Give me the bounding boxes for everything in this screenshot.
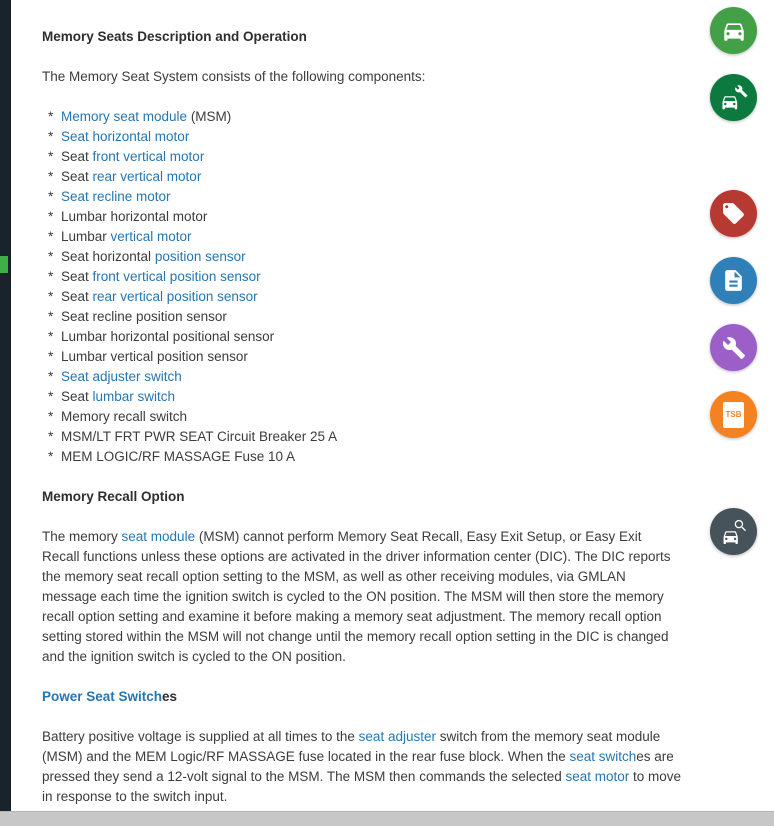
memory-recall-paragraph xyxy=(42,527,682,667)
text-run: (MSM) xyxy=(187,109,232,124)
components-list xyxy=(42,107,682,467)
doc-link[interactable]: Power Seat Switch xyxy=(42,689,163,704)
text-run: Seat xyxy=(61,289,93,304)
component-item xyxy=(48,167,682,187)
component-label xyxy=(61,267,261,287)
vehicle-button[interactable] xyxy=(710,7,757,54)
text-run: Seat xyxy=(61,169,93,184)
power-seat-switches-heading xyxy=(42,687,682,707)
component-item xyxy=(48,347,682,367)
text-run: es xyxy=(162,689,178,704)
doc-link[interactable]: seat module xyxy=(121,529,196,544)
text-run: Seat xyxy=(61,389,93,404)
text-run: Seat xyxy=(61,149,93,164)
text-run: es are pressed they send a 12-volt signal to the MSM. The MSM then commands the selected xyxy=(42,749,674,784)
doc-link[interactable]: position sensor xyxy=(154,249,246,264)
doc-link[interactable]: rear vertical motor xyxy=(92,169,202,184)
doc-link[interactable]: seat motor xyxy=(565,769,630,784)
component-label xyxy=(61,287,258,307)
bullet-marker: * xyxy=(48,249,54,264)
wrench-icon xyxy=(722,336,746,360)
text-run: switch from the memory seat module (MSM) and the MEM Logic/RF MASSAGE fuse located in the rear fuse block. When the xyxy=(42,729,661,764)
component-label xyxy=(61,447,295,467)
component-item xyxy=(48,267,682,287)
component-label xyxy=(61,167,201,187)
component-item xyxy=(48,207,682,227)
doc-link[interactable]: Seat recline motor xyxy=(61,189,171,204)
bullet-marker: * xyxy=(48,289,54,304)
text-run: to move in response to the switch input. xyxy=(42,769,682,804)
car-icon xyxy=(721,18,747,44)
text-run: Seat recline position sensor xyxy=(61,309,227,324)
component-item xyxy=(48,247,682,267)
bullet-marker: * xyxy=(48,209,54,224)
bullet-marker: * xyxy=(48,329,54,344)
bullet-marker: * xyxy=(48,429,54,444)
intro-text: The Memory Seat System consists of the following components: xyxy=(42,69,426,84)
bullet-marker: * xyxy=(48,369,54,384)
bullet-marker: * xyxy=(48,269,54,284)
text-run: Lumbar horizontal motor xyxy=(61,209,208,224)
text-run: The memory xyxy=(42,529,122,544)
document-title: Memory Seats Description and Operation xyxy=(42,29,307,44)
component-item xyxy=(48,327,682,347)
component-item xyxy=(48,387,682,407)
bullet-marker: * xyxy=(48,229,54,244)
component-label xyxy=(61,107,231,127)
tools-button[interactable] xyxy=(710,324,757,371)
tsb-label: TSB xyxy=(725,410,742,419)
component-item xyxy=(48,107,682,127)
bullet-marker: * xyxy=(48,449,54,464)
bullet-marker: * xyxy=(48,109,54,124)
memory-recall-heading xyxy=(42,487,682,507)
collapsed-nav-strip[interactable] xyxy=(0,0,11,811)
bullet-marker: * xyxy=(48,349,54,364)
component-label xyxy=(61,427,337,447)
text-run: Seat xyxy=(61,269,93,284)
component-item xyxy=(48,147,682,167)
bulletins-button[interactable] xyxy=(710,391,757,438)
doc-link[interactable]: lumbar switch xyxy=(92,389,176,404)
nav-accent-marker xyxy=(0,256,8,273)
component-item xyxy=(48,407,682,427)
component-label xyxy=(61,387,175,407)
doc-link[interactable]: vertical motor xyxy=(110,229,192,244)
text-run: Seat horizontal xyxy=(61,249,155,264)
car-search-icon xyxy=(720,518,748,546)
component-label xyxy=(61,327,274,347)
text-run: Memory recall switch xyxy=(61,409,188,424)
doc-link[interactable]: Memory seat module xyxy=(61,109,188,124)
component-label xyxy=(61,307,227,327)
component-item xyxy=(48,427,682,447)
component-item xyxy=(48,227,682,247)
component-label xyxy=(61,147,204,167)
component-label xyxy=(61,347,248,367)
doc-link[interactable]: front vertical position sensor xyxy=(92,269,261,284)
component-label xyxy=(61,227,192,247)
tsb-document-icon xyxy=(723,402,744,428)
component-label xyxy=(61,207,207,227)
text-run: Memory Recall Option xyxy=(42,489,185,504)
campaigns-button[interactable] xyxy=(710,190,757,237)
doc-link[interactable]: rear vertical position sensor xyxy=(92,289,258,304)
doc-link[interactable]: Seat horizontal motor xyxy=(61,129,190,144)
horizontal-scrollbar[interactable] xyxy=(0,811,774,826)
text-run: Lumbar xyxy=(61,229,111,244)
bullet-marker: * xyxy=(48,309,54,324)
tag-icon xyxy=(721,201,746,226)
bullet-marker: * xyxy=(48,149,54,164)
text-run: Lumbar horizontal positional sensor xyxy=(61,329,275,344)
component-label xyxy=(61,127,189,147)
component-item xyxy=(48,187,682,207)
component-label xyxy=(61,247,246,267)
doc-link[interactable]: seat switch xyxy=(569,749,637,764)
doc-link[interactable]: front vertical motor xyxy=(92,149,205,164)
bullet-marker: * xyxy=(48,409,54,424)
doc-link[interactable]: Seat adjuster switch xyxy=(61,369,182,384)
component-item xyxy=(48,367,682,387)
bullet-marker: * xyxy=(48,189,54,204)
component-label xyxy=(61,407,187,427)
vehicle-service-button[interactable] xyxy=(710,74,757,121)
power-seat-switches-paragraph xyxy=(42,727,682,807)
text-run: MSM/LT FRT PWR SEAT Circuit Breaker 25 A xyxy=(61,429,338,444)
bullet-marker: * xyxy=(48,129,54,144)
component-label xyxy=(61,367,182,387)
bullet-marker: * xyxy=(48,169,54,184)
component-item xyxy=(48,447,682,467)
doc-link[interactable]: seat adjuster xyxy=(358,729,436,744)
text-run: Lumbar vertical position sensor xyxy=(61,349,248,364)
component-label xyxy=(61,187,171,207)
bullet-marker: * xyxy=(48,389,54,404)
text-run: (MSM) cannot perform Memory Seat Recall, Easy Exit Setup, or Easy Exit Recall functions unless these options are activated in the driver information center (DIC). The DIC reports the memory seat recall option setting to the MSM, as well as other receiving modules, via GMLAN message each time the ignition switch is cycled to the ON position. The MSM will then store the memory recall option setting and examine it before making a memory seat adjustment. The memory recall option setting stored within the MSM will not change until the memory recall option setting in the DIC is changed and the ignition switch is cycled to the ON position. xyxy=(42,529,671,664)
text-run: Battery positive voltage is supplied at all times to the xyxy=(42,729,359,744)
component-item xyxy=(48,307,682,327)
document-icon xyxy=(721,268,746,293)
component-item xyxy=(48,287,682,307)
car-wrench-icon xyxy=(720,84,748,112)
vehicle-lookup-button[interactable] xyxy=(710,508,757,555)
text-run: MEM LOGIC/RF MASSAGE Fuse 10 A xyxy=(61,449,296,464)
component-item xyxy=(48,127,682,147)
publications-button[interactable] xyxy=(710,257,757,304)
document-body xyxy=(42,0,682,807)
